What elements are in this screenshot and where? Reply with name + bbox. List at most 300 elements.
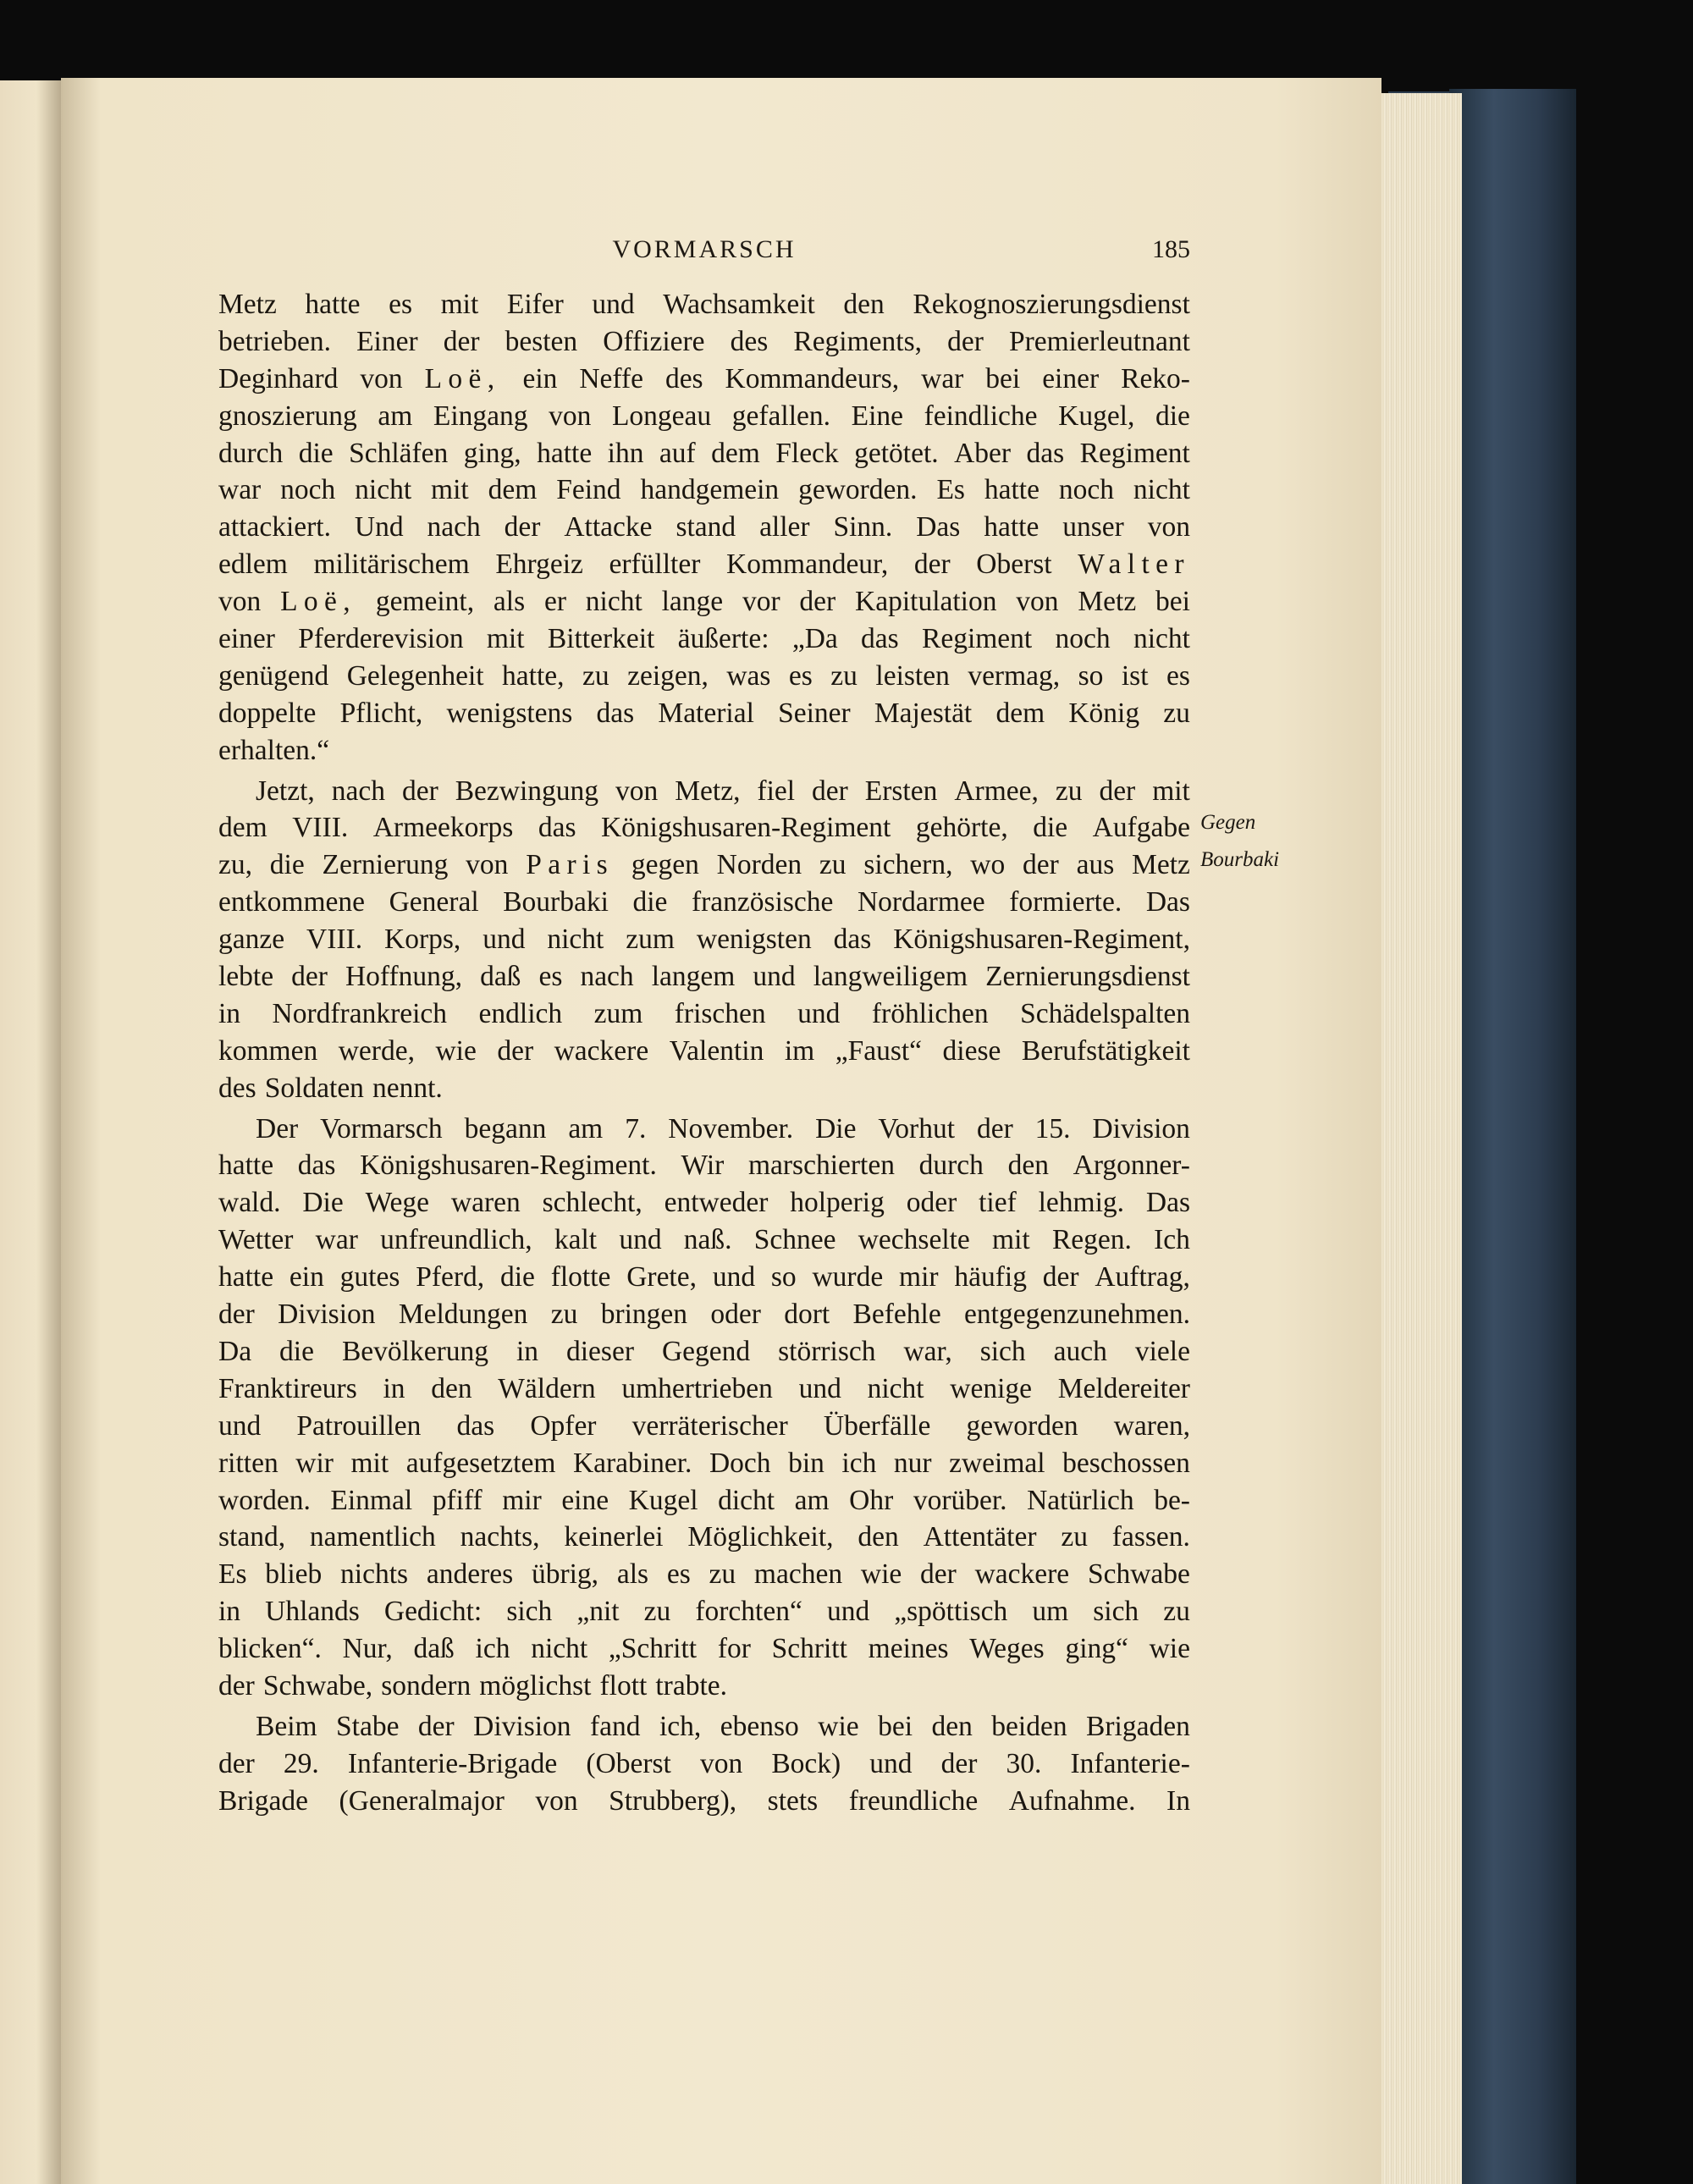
text-line [218, 1630, 1190, 1668]
word: der [920, 1558, 957, 1591]
word: Patrouillen [296, 1409, 422, 1442]
word: schlecht, [542, 1187, 642, 1219]
word: zu [582, 659, 609, 692]
word: wie [435, 1034, 477, 1067]
word: hatte [218, 1150, 274, 1182]
word: und [619, 1224, 662, 1256]
word: so [1078, 659, 1104, 692]
word: bin [788, 1447, 824, 1479]
word: geworden. [798, 474, 918, 506]
word: zum [593, 997, 643, 1029]
word: was [726, 659, 771, 692]
word: zu [1055, 775, 1083, 807]
text-line [218, 286, 1190, 323]
word: sich [1093, 1596, 1139, 1628]
word: französische [691, 886, 834, 918]
word: tief [979, 1187, 1017, 1219]
word: am [794, 1484, 830, 1516]
word: Neffe [579, 362, 643, 394]
word: nicht [1133, 474, 1190, 506]
word: gegen [631, 849, 699, 881]
word: der [291, 961, 328, 993]
word: flott [599, 1669, 648, 1701]
text-line [218, 773, 1190, 810]
word: Es [218, 1558, 247, 1591]
word: nennt. [372, 1072, 443, 1104]
word: die [499, 1261, 535, 1293]
word: Und [354, 511, 404, 543]
word: Pferd, [416, 1261, 485, 1293]
word: kalt [554, 1224, 598, 1256]
word: hatte [218, 1261, 274, 1293]
word: „Da [791, 623, 838, 655]
word: zu [709, 1558, 736, 1591]
word: die [279, 1335, 314, 1367]
word: als [616, 1558, 649, 1591]
word: Einer [356, 325, 418, 357]
word: es [538, 961, 563, 993]
word: Aber [954, 437, 1012, 469]
text-line [218, 1070, 1190, 1107]
word: Loë, [280, 586, 356, 618]
word: Longeau [611, 400, 712, 432]
word: for [717, 1633, 751, 1665]
word: und [798, 1372, 841, 1404]
word: die [269, 849, 305, 881]
word: noch [1055, 623, 1111, 655]
word: dem [218, 812, 267, 844]
word: noch [1058, 474, 1115, 506]
word: nicht [531, 1633, 588, 1665]
word: wald. [218, 1187, 281, 1219]
word: ein [289, 1261, 324, 1293]
text-line [218, 1408, 1190, 1445]
word: wir [295, 1447, 334, 1479]
word: als [493, 586, 526, 618]
word: aus [1076, 849, 1115, 881]
word: betrieben. [218, 325, 332, 357]
word: zu [550, 1299, 578, 1331]
word: mit [431, 474, 469, 506]
text-line [218, 583, 1190, 620]
word: Deginhard [218, 362, 339, 394]
word: erfüllter [609, 549, 701, 581]
text-line [218, 1482, 1190, 1519]
word: ritten [218, 1447, 278, 1479]
word: daß [413, 1633, 455, 1665]
word: Die [815, 1112, 857, 1144]
word: Möglichkeit, [687, 1521, 834, 1553]
word: holperig [790, 1187, 885, 1219]
word: umhertrieben [621, 1372, 773, 1404]
word: der [799, 586, 836, 618]
word: und [826, 1596, 870, 1628]
word: Norden [716, 849, 802, 881]
word: Bezwingung [455, 775, 599, 807]
word: gnoszierung [218, 400, 357, 432]
word: von [1016, 586, 1059, 618]
word: geworden [966, 1409, 1078, 1442]
page-header [218, 235, 1190, 269]
word: stand [676, 511, 736, 543]
word: gutes [339, 1261, 400, 1293]
word: handgemein [640, 474, 780, 506]
word: entkommene [218, 886, 366, 918]
word: Wachsamkeit [663, 289, 815, 320]
word: ging“ [1065, 1633, 1128, 1665]
word: 29. [283, 1747, 319, 1779]
word: dicht [718, 1484, 775, 1516]
word: Infanterie- [1070, 1747, 1190, 1779]
word: um [1032, 1596, 1069, 1628]
word: durch [218, 437, 284, 469]
word: Brigaden [1086, 1710, 1190, 1742]
word: übrig, [531, 1558, 599, 1591]
word: Einmal [330, 1484, 413, 1516]
word: des [218, 1072, 256, 1104]
word: endlich [478, 997, 563, 1029]
word: Infanterie-Brigade [347, 1747, 558, 1779]
word: Schnee [753, 1224, 836, 1256]
text-line [218, 1371, 1190, 1408]
word: zu [1061, 1521, 1088, 1553]
word: Seiner [778, 697, 851, 729]
word: der [976, 1112, 1013, 1144]
margin-note [1200, 804, 1279, 879]
word: Weges [969, 1633, 1045, 1665]
left-page-edge [0, 80, 61, 2184]
word: er [543, 586, 566, 618]
word: Kugel, [1058, 400, 1135, 432]
word: das [596, 697, 635, 729]
running-title: VORMARSCH [612, 235, 797, 263]
word: (Oberst [586, 1747, 671, 1779]
word: meines [868, 1633, 949, 1665]
word: forchten“ [695, 1596, 802, 1628]
word: unfreundlich, [380, 1224, 532, 1256]
text-line [218, 1033, 1190, 1070]
word: von [699, 1747, 743, 1779]
word: Attacke [564, 511, 653, 543]
word: von [360, 362, 403, 394]
word: Metz, [675, 775, 741, 807]
word: VIII. [292, 812, 349, 844]
word: hatte, [502, 659, 565, 692]
margin-note-line: Bourbaki [1200, 847, 1280, 871]
word: bringen [600, 1299, 688, 1331]
word: lange [661, 586, 724, 618]
word: Pflicht, [339, 697, 423, 729]
word: Wir [681, 1150, 725, 1182]
word: Beim [256, 1710, 317, 1742]
word: zu [1163, 697, 1190, 729]
word: von [535, 1784, 578, 1817]
word: dort [784, 1299, 830, 1331]
word: Grete, [626, 1261, 697, 1293]
word: der [1042, 1261, 1079, 1293]
word: zweimal [949, 1447, 1045, 1479]
word: VIII. [306, 924, 363, 956]
word: Sinn. [833, 511, 893, 543]
word: langweiligem [813, 961, 968, 993]
word: nach [427, 511, 481, 543]
word: den [931, 1710, 973, 1742]
word: Reko- [1121, 362, 1190, 394]
word: war, [903, 1335, 952, 1367]
word: aller [759, 511, 810, 543]
word: Regiment [1079, 437, 1190, 469]
word: Strubberg), [609, 1784, 737, 1817]
word: Metz [1132, 849, 1190, 881]
text-line [218, 435, 1190, 472]
word: fiel [757, 775, 796, 807]
page-number: 185 [1152, 235, 1190, 263]
word: Loë, [424, 362, 501, 394]
word: von [1147, 511, 1190, 543]
word: die [1033, 812, 1068, 844]
word: Schläfen [349, 437, 449, 469]
word: fand [590, 1710, 641, 1742]
word: war [315, 1224, 358, 1256]
word: nachts, [460, 1521, 540, 1553]
word: Königshusaren-Regiment, [893, 924, 1190, 956]
word: Gelegenheit [346, 659, 484, 692]
word: ich [841, 1447, 877, 1479]
text-line [218, 1147, 1190, 1184]
word: Bock) [771, 1747, 841, 1779]
word: sich [506, 1596, 553, 1628]
word: Ohr [849, 1484, 894, 1516]
text-line [218, 732, 1190, 769]
word: besten [505, 325, 578, 357]
book-cover [1449, 89, 1576, 2184]
word: der [1023, 849, 1059, 881]
word: ging, [463, 437, 521, 469]
word: Regen. [1051, 1224, 1132, 1256]
word: hatte [984, 511, 1040, 543]
word: gefallen. [731, 400, 831, 432]
word: das [297, 1150, 336, 1182]
word: Metz [1078, 586, 1137, 618]
word: edlem [218, 549, 288, 581]
word: war [921, 362, 964, 394]
word: entgegenzunehmen. [964, 1299, 1190, 1331]
word: getötet. [854, 437, 939, 469]
text-line [218, 1333, 1190, 1371]
word: mit [1152, 775, 1190, 807]
word: Bourbaki [503, 886, 609, 918]
word: kommen [218, 1034, 318, 1067]
text-line [218, 809, 1190, 847]
word: „nit [576, 1596, 620, 1628]
word: war [218, 474, 262, 506]
word: mir [899, 1261, 939, 1293]
word: Pferderevision [298, 623, 464, 655]
page-block-edge [1381, 93, 1462, 2184]
word: 30. [1006, 1747, 1042, 1779]
word: fröhlichen [871, 997, 989, 1029]
word: wenige [950, 1372, 1033, 1404]
word: Armee, [954, 775, 1039, 807]
word: der [401, 775, 438, 807]
word: Oberst [976, 549, 1052, 581]
word: worden. [218, 1484, 311, 1516]
word: Ich [1154, 1224, 1190, 1256]
word: Armeekorps [372, 812, 514, 844]
text-line [218, 995, 1190, 1033]
text-line [218, 1783, 1190, 1820]
word: so [770, 1261, 797, 1293]
word: Korps, [384, 924, 461, 956]
word: störrisch [778, 1335, 876, 1367]
word: die [298, 437, 334, 469]
word: hatte [305, 289, 361, 320]
word: wechselte [858, 1224, 970, 1256]
word: „spöttisch [894, 1596, 1008, 1628]
word: noch [280, 474, 336, 506]
word: Berufstätigkeit [1021, 1034, 1190, 1067]
word: Uhlands [265, 1596, 360, 1628]
word: Ehrgeiz [495, 549, 583, 581]
word: im [784, 1034, 815, 1067]
word: wackere [974, 1558, 1070, 1591]
word: einer [218, 623, 275, 655]
word: Kommandeurs, [725, 362, 900, 394]
word: Es [936, 474, 965, 506]
word: Regiments, [793, 325, 923, 357]
word: Der [256, 1112, 299, 1144]
word: des [665, 362, 703, 394]
word: und [592, 289, 635, 320]
word: keinerlei [564, 1521, 664, 1553]
word: Premierleutnant [1008, 325, 1190, 357]
word: Regiment [921, 623, 1033, 655]
text-line [218, 509, 1190, 546]
word: der [1099, 775, 1136, 807]
word: bei [1155, 586, 1190, 618]
word: nicht [1133, 623, 1190, 655]
text-line [218, 472, 1190, 509]
word: Vorhut [878, 1112, 956, 1144]
word: ihn [607, 437, 644, 469]
word: begann [464, 1112, 547, 1144]
word: waren [450, 1187, 521, 1219]
word: das [1026, 437, 1065, 469]
word: wie [818, 1710, 859, 1742]
word: Karabiner. [572, 1447, 692, 1479]
word: nichts [340, 1558, 409, 1591]
word: ich, [659, 1710, 702, 1742]
word: ein [522, 362, 558, 394]
word: Bitterkeit [547, 623, 655, 655]
word: wenigstens [446, 697, 573, 729]
word: pfiff [432, 1484, 483, 1516]
text-line [218, 658, 1190, 695]
word: Eifer [506, 289, 564, 320]
word: sondern [381, 1669, 472, 1701]
word: lehmig. [1038, 1187, 1125, 1219]
word: zum [626, 924, 675, 956]
word: leisten [875, 659, 950, 692]
word: das [861, 623, 899, 655]
word: Das [1145, 886, 1190, 918]
word: in [516, 1335, 539, 1367]
word: General [389, 886, 479, 918]
word: namentlich [309, 1521, 436, 1553]
word: Befehle [852, 1299, 941, 1331]
word: den [858, 1521, 899, 1553]
word: blicken“. [218, 1633, 322, 1665]
word: fassen. [1111, 1521, 1190, 1553]
word: beiden [991, 1710, 1067, 1742]
word: doppelte [218, 697, 317, 729]
word: marschierten [747, 1150, 895, 1182]
word: das [456, 1409, 495, 1442]
word: diese [942, 1034, 1001, 1067]
text-line [218, 847, 1190, 884]
word: und [797, 997, 841, 1029]
word: attackiert. [218, 511, 331, 543]
word: „Schritt [608, 1633, 698, 1665]
word: es [1166, 659, 1190, 692]
word: wenigsten [696, 924, 812, 956]
word: militärischem [313, 549, 470, 581]
word: Gegend [661, 1335, 751, 1367]
word: be- [1154, 1484, 1190, 1516]
word: Das [1145, 1187, 1190, 1219]
word: Nordarmee [857, 886, 985, 918]
word: Überfälle [823, 1409, 931, 1442]
word: nicht [585, 586, 642, 618]
word: und [712, 1261, 756, 1293]
word: den [843, 289, 885, 320]
word: dem [488, 474, 538, 506]
word: trabte. [655, 1669, 727, 1701]
word: flotte [550, 1261, 611, 1293]
word: dieser [565, 1335, 634, 1367]
word: Nordfrankreich [272, 997, 448, 1029]
text-line [218, 1111, 1190, 1148]
word: Zernierungsdienst [985, 961, 1190, 993]
word: ist [1121, 659, 1149, 692]
word: wo [970, 849, 1006, 881]
word: dem [711, 437, 760, 469]
word: frischen [674, 997, 766, 1029]
word: 7. [625, 1112, 647, 1144]
word: Feind [556, 474, 621, 506]
word: des [730, 325, 769, 357]
text-line [218, 323, 1190, 361]
word: der [218, 1669, 255, 1701]
word: eine [561, 1484, 609, 1516]
text-line [218, 1556, 1190, 1593]
text-line [218, 1184, 1190, 1222]
word: 15. [1034, 1112, 1071, 1144]
word: bei [985, 362, 1021, 394]
word: wie [1149, 1633, 1190, 1665]
word: von [615, 775, 659, 807]
word: oder [906, 1187, 957, 1219]
word: Division [473, 1710, 571, 1742]
word: vor [742, 586, 780, 618]
text-line [218, 1296, 1190, 1333]
word: Doch [709, 1447, 771, 1479]
word: einer [1042, 362, 1100, 394]
word: zu, [218, 849, 252, 881]
word: den [431, 1372, 472, 1404]
word: mit [992, 1224, 1030, 1256]
word: gemeint, [375, 586, 475, 618]
